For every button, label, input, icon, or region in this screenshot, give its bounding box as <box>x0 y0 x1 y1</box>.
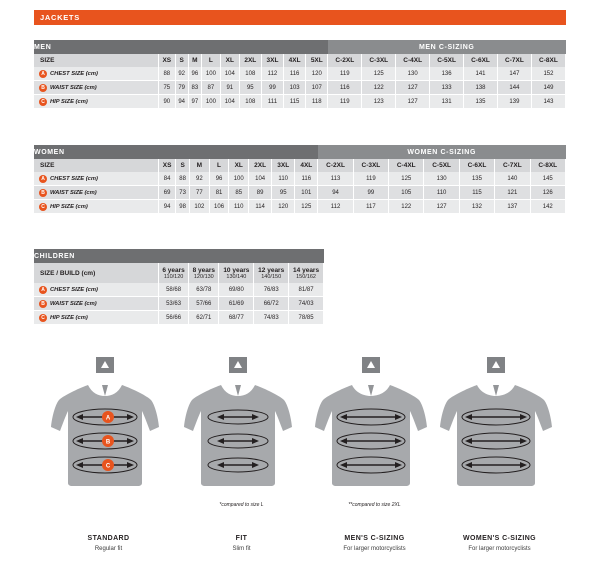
cell: 116 <box>328 81 362 95</box>
cell: 112 <box>318 200 353 214</box>
cell: 78/85 <box>289 311 324 325</box>
cell: 99 <box>261 81 283 95</box>
cell: 149 <box>531 81 565 95</box>
men-size-table <box>34 40 566 109</box>
cell: 125 <box>389 172 424 186</box>
men-size-col: 2XL <box>239 54 261 67</box>
cell: 137 <box>495 200 530 214</box>
cell: 62/71 <box>189 311 219 325</box>
figure-note: **compared to size 2XL <box>348 502 401 508</box>
table-row <box>34 283 324 297</box>
children-age: 14 years <box>293 266 320 274</box>
children-section-header-row <box>34 249 324 263</box>
cell: 107 <box>306 81 328 95</box>
cell: 130 <box>396 67 430 81</box>
cell: 118 <box>306 95 328 109</box>
figure-mens-c-sizing <box>308 355 441 560</box>
cell: 108 <box>239 67 261 81</box>
cell: 110 <box>272 172 295 186</box>
men-size-label: SIZE <box>34 54 159 67</box>
men-size-col: L <box>201 54 220 67</box>
cell: 127 <box>396 95 430 109</box>
badge-b-icon: B <box>39 300 47 308</box>
fit-figures <box>34 355 566 560</box>
cell: 96 <box>188 67 201 81</box>
women-csize-col: C-8XL <box>530 159 565 172</box>
children-section-label: CHILDREN <box>34 249 324 263</box>
women-size-col: L <box>209 159 229 172</box>
men-csize-col: C-7XL <box>497 54 531 67</box>
cell: 75 <box>159 81 176 95</box>
men-size-col: S <box>175 54 188 67</box>
cell: 110 <box>424 186 459 200</box>
children-height: 150/162 <box>296 273 316 280</box>
figure-title: WOMEN'S C-SIZING <box>462 535 536 542</box>
cell: 135 <box>464 95 498 109</box>
cell: 131 <box>430 95 464 109</box>
figure-note: *compared to size L <box>219 502 264 508</box>
men-csize-col: C-8XL <box>531 54 565 67</box>
cell: 116 <box>295 172 318 186</box>
cell: 102 <box>190 200 210 214</box>
cell: 100 <box>201 67 220 81</box>
children-size-header-row <box>34 263 324 283</box>
cell: 88 <box>176 172 190 186</box>
women-waist-label: B WAIST SIZE (cm) <box>34 186 159 200</box>
women-csize-col: C-6XL <box>459 159 494 172</box>
cell: 112 <box>261 67 283 81</box>
cell: 127 <box>424 200 459 214</box>
cell: 113 <box>318 172 353 186</box>
cell: 99 <box>353 186 388 200</box>
women-csizing-label: WOMEN C-SIZING <box>318 145 566 159</box>
figure-title: FIT <box>235 535 248 542</box>
women-csize-col: C-7XL <box>495 159 530 172</box>
cell: 87 <box>201 81 220 95</box>
cell: 103 <box>284 81 306 95</box>
cell: 121 <box>495 186 530 200</box>
cell: 140 <box>495 172 530 186</box>
cell: 105 <box>389 186 424 200</box>
jacket-fit-illustration <box>175 355 308 505</box>
cell: 97 <box>188 95 201 109</box>
page-title: JACKETS <box>34 10 566 25</box>
cell: 119 <box>328 95 362 109</box>
children-hip-label: C HIP SIZE (cm) <box>34 311 159 325</box>
cell: 104 <box>220 95 239 109</box>
cell: 94 <box>175 95 188 109</box>
table-row <box>34 172 566 186</box>
cell: 68/77 <box>219 311 254 325</box>
cell: 115 <box>284 95 306 109</box>
jacket-mens-csizing-illustration <box>308 355 441 505</box>
children-height: 120/130 <box>193 273 214 280</box>
men-section-label: MEN <box>34 40 328 54</box>
svg-text:B: B <box>105 439 111 446</box>
men-hip-label: C HIP SIZE (cm) <box>34 95 159 109</box>
cell: 143 <box>531 95 565 109</box>
cell: 106 <box>209 200 229 214</box>
cell: 108 <box>239 95 261 109</box>
women-csize-col: C-4XL <box>389 159 424 172</box>
cell: 120 <box>272 200 295 214</box>
children-age: 8 years <box>192 266 216 274</box>
cell: 96 <box>209 172 229 186</box>
children-age-col <box>189 263 219 283</box>
cell: 57/66 <box>189 297 219 311</box>
cell: 136 <box>430 67 464 81</box>
cell: 95 <box>239 81 261 95</box>
men-section-header-row <box>34 40 566 54</box>
children-size-label: SIZE / BUILD (cm) <box>34 263 159 283</box>
table-row <box>34 67 566 81</box>
cell: 110 <box>229 200 249 214</box>
women-size-col: S <box>176 159 190 172</box>
cell: 141 <box>464 67 498 81</box>
cell: 152 <box>531 67 565 81</box>
badge-c-icon: C <box>39 314 47 322</box>
table-row <box>34 311 324 325</box>
jacket-womens-csizing-illustration <box>433 355 566 505</box>
women-section-header-row <box>34 145 566 159</box>
figure-subtitle: For larger motorcyclists <box>343 546 406 552</box>
women-size-col: 3XL <box>272 159 295 172</box>
men-waist-label: B WAIST SIZE (cm) <box>34 81 159 95</box>
badge-c-icon: C <box>39 98 47 106</box>
cell: 123 <box>362 95 396 109</box>
cell: 81 <box>209 186 229 200</box>
cell: 92 <box>190 172 210 186</box>
cell: 56/66 <box>159 311 189 325</box>
cell: 145 <box>530 172 565 186</box>
children-chest-label: A CHEST SIZE (cm) <box>34 283 159 297</box>
badge-a-icon: A <box>39 286 47 294</box>
women-csize-col: C-3XL <box>353 159 388 172</box>
cell: 122 <box>362 81 396 95</box>
men-size-col: XS <box>159 54 176 67</box>
children-age: 10 years <box>223 266 250 274</box>
cell: 90 <box>159 95 176 109</box>
women-size-col: 4XL <box>295 159 318 172</box>
cell: 119 <box>328 67 362 81</box>
children-height: 110/120 <box>163 273 184 280</box>
cell: 120 <box>306 67 328 81</box>
badge-a-icon: A <box>39 70 47 78</box>
svg-text:C: C <box>105 463 111 470</box>
cell: 76/83 <box>254 283 289 297</box>
cell: 79 <box>175 81 188 95</box>
women-size-col: M <box>190 159 210 172</box>
men-size-col: 4XL <box>284 54 306 67</box>
figure-subtitle: For larger motorcyclists <box>468 546 531 552</box>
cell: 104 <box>220 67 239 81</box>
cell: 119 <box>353 172 388 186</box>
men-chest-label: A CHEST SIZE (cm) <box>34 67 159 81</box>
cell: 127 <box>396 81 430 95</box>
table-row <box>34 200 566 214</box>
children-age-col <box>289 263 324 283</box>
men-csize-col: C-3XL <box>362 54 396 67</box>
women-chest-label: A CHEST SIZE (cm) <box>34 172 159 186</box>
cell: 85 <box>229 186 249 200</box>
men-csizing-label: MEN C-SIZING <box>328 40 566 54</box>
table-row <box>34 81 566 95</box>
men-csize-col: C-4XL <box>396 54 430 67</box>
cell: 81/87 <box>289 283 324 297</box>
men-csize-col: C-6XL <box>464 54 498 67</box>
cell: 144 <box>497 81 531 95</box>
cell: 58/68 <box>159 283 189 297</box>
children-height: 140/150 <box>261 273 282 280</box>
women-hip-label: C HIP SIZE (cm) <box>34 200 159 214</box>
cell: 135 <box>459 172 494 186</box>
children-height: 130/140 <box>226 273 247 280</box>
women-size-header-row <box>34 159 566 172</box>
women-section-label: WOMEN <box>34 145 318 159</box>
figure-title: MEN'S C-SIZING <box>344 535 405 542</box>
cell: 69 <box>159 186 176 200</box>
badge-b-icon: B <box>39 189 47 197</box>
figure-title: STANDARD <box>87 535 130 542</box>
cell: 130 <box>424 172 459 186</box>
cell: 94 <box>318 186 353 200</box>
men-size-col: M <box>188 54 201 67</box>
figure-subtitle: Slim fit <box>232 546 251 552</box>
men-csize-col: C-2XL <box>328 54 362 67</box>
cell: 100 <box>201 95 220 109</box>
women-size-table <box>34 145 566 214</box>
svg-text:A: A <box>105 415 111 422</box>
table-row <box>34 95 566 109</box>
children-age-col <box>254 263 289 283</box>
cell: 91 <box>220 81 239 95</box>
women-csize-col: C-2XL <box>318 159 353 172</box>
children-size-table <box>34 249 324 325</box>
cell: 117 <box>353 200 388 214</box>
cell: 122 <box>389 200 424 214</box>
women-size-label: SIZE <box>34 159 159 172</box>
men-csize-col: C-5XL <box>430 54 464 67</box>
cell: 125 <box>362 67 396 81</box>
cell: 126 <box>530 186 565 200</box>
cell: 147 <box>497 67 531 81</box>
cell: 104 <box>249 172 272 186</box>
cell: 116 <box>284 67 306 81</box>
cell: 77 <box>190 186 210 200</box>
men-size-col: 5XL <box>306 54 328 67</box>
cell: 101 <box>295 186 318 200</box>
figure-fit <box>175 355 308 560</box>
cell: 133 <box>430 81 464 95</box>
cell: 61/69 <box>219 297 254 311</box>
jacket-standard-illustration <box>42 355 175 505</box>
badge-a-icon: A <box>39 175 47 183</box>
cell: 63/78 <box>189 283 219 297</box>
women-size-col: XS <box>159 159 176 172</box>
cell: 66/72 <box>254 297 289 311</box>
men-size-header-row <box>34 54 566 67</box>
cell: 69/80 <box>219 283 254 297</box>
cell: 74/83 <box>254 311 289 325</box>
cell: 92 <box>175 67 188 81</box>
children-waist-label: B WAIST SIZE (cm) <box>34 297 159 311</box>
cell: 74/03 <box>289 297 324 311</box>
figure-subtitle: Regular fit <box>94 546 123 552</box>
cell: 98 <box>176 200 190 214</box>
men-size-col: XL <box>220 54 239 67</box>
cell: 94 <box>159 200 176 214</box>
cell: 100 <box>229 172 249 186</box>
table-row <box>34 297 324 311</box>
figure-standard <box>42 355 175 560</box>
cell: 142 <box>530 200 565 214</box>
cell: 83 <box>188 81 201 95</box>
cell: 88 <box>159 67 176 81</box>
women-size-col: XL <box>229 159 249 172</box>
badge-b-icon: B <box>39 84 47 92</box>
children-age-col <box>219 263 254 283</box>
men-size-col: 3XL <box>261 54 283 67</box>
cell: 84 <box>159 172 176 186</box>
cell: 53/63 <box>159 297 189 311</box>
cell: 95 <box>272 186 295 200</box>
cell: 73 <box>176 186 190 200</box>
women-size-col: 2XL <box>249 159 272 172</box>
cell: 125 <box>295 200 318 214</box>
cell: 139 <box>497 95 531 109</box>
women-csize-col: C-5XL <box>424 159 459 172</box>
cell: 115 <box>459 186 494 200</box>
cell: 89 <box>249 186 272 200</box>
children-age: 12 years <box>258 266 285 274</box>
table-row <box>34 186 566 200</box>
cell: 114 <box>249 200 272 214</box>
badge-c-icon: C <box>39 203 47 211</box>
cell: 132 <box>459 200 494 214</box>
cell: 138 <box>464 81 498 95</box>
children-age-col <box>159 263 189 283</box>
children-age: 6 years <box>162 266 185 274</box>
figure-womens-c-sizing <box>433 355 566 560</box>
cell: 111 <box>261 95 283 109</box>
